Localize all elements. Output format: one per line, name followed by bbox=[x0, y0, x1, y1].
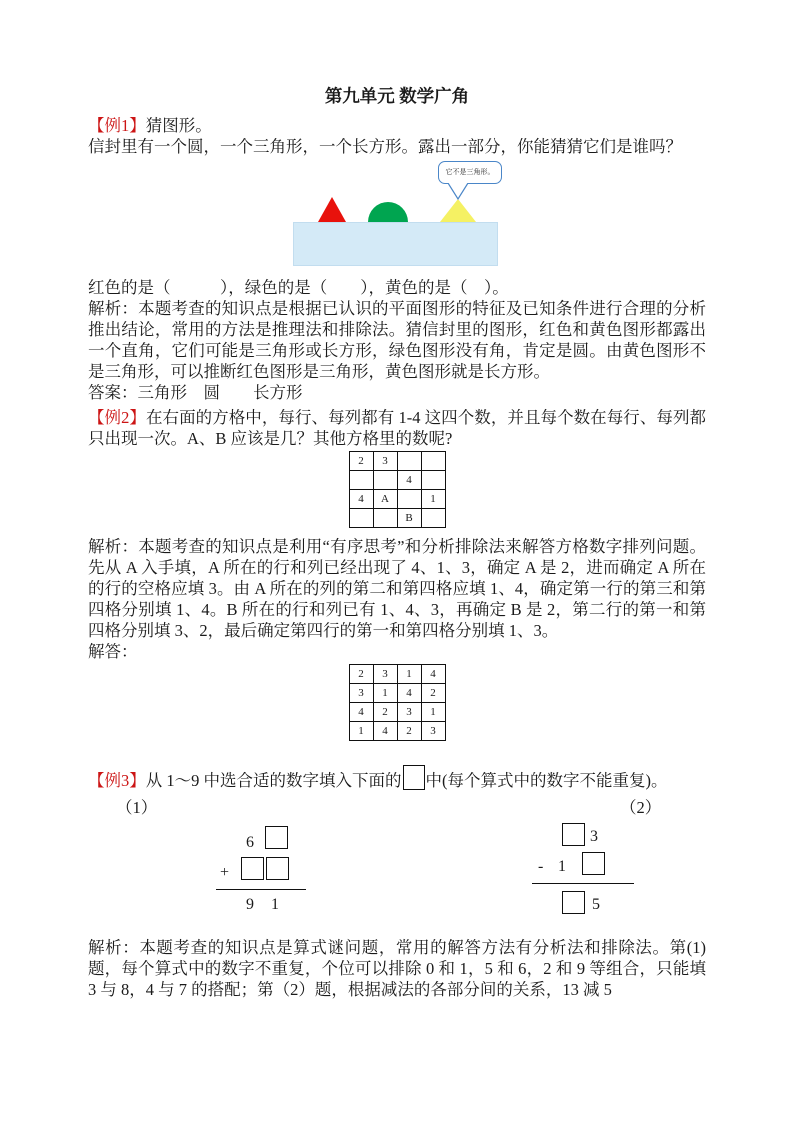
example3-question-prefix: 从 1～9 中选合适的数字填入下面的 bbox=[145, 771, 402, 790]
example1-analysis bbox=[88, 298, 706, 382]
example2-analysis bbox=[88, 536, 706, 641]
subtraction-rule-line bbox=[532, 883, 634, 884]
blank-box-icon bbox=[582, 852, 605, 875]
blank-box-icon bbox=[265, 826, 288, 849]
speech-bubble-tail-icon bbox=[446, 183, 472, 201]
analysis-text: 本题考查的知识点是算式谜问题，常用的解答方法有分析法和排除法。第(1)题，每个算式中的数字不重复，个位可以排除 0 和 1，5 和 6，2 和 9 等组合，只能填 3 与 8，4 与 7 的搭配；第（2）题，根据减法的各部分间的关系，13 减 5 bbox=[88, 938, 706, 999]
subtrahend-tens-digit: 1 bbox=[558, 858, 566, 875]
answer-text: 三角形 圆 长方形 bbox=[137, 383, 303, 402]
analysis-label: 解析： bbox=[88, 537, 139, 556]
grid-cell bbox=[397, 490, 421, 509]
page-title: 第九单元 数学广角 bbox=[324, 86, 470, 106]
grid-cell: 3 bbox=[373, 452, 397, 471]
item1-label: （1） bbox=[116, 798, 158, 817]
solution-grid bbox=[349, 664, 446, 741]
grid-cell: 1 bbox=[421, 490, 445, 509]
example1-figure bbox=[88, 159, 706, 265]
example1-heading bbox=[88, 115, 706, 136]
grid-cell: 3 bbox=[421, 722, 445, 741]
blank-box-icon bbox=[266, 857, 289, 880]
analysis-text: 本题考查的知识点是利用“有序思考”和分析排除法来解答方格数字排列问题。先从 A 入手填，A 所在的行和列已经出现了 4、1、3，确定 A 是 2，进而确定 A 所在的行的空格应填 3。由 A 所在的列的第二和第四格应填 1、4，确定第一行的第三和第四格分别填 1、4。B 所在的行和列已有 1、4、3，再确定 B 是 2，第二行的第一和第四格分别填 3、2，最后确定第四行的第一和第四格分别填 1、3。 bbox=[88, 537, 706, 640]
blank-box-icon bbox=[562, 891, 585, 914]
grid-cell bbox=[373, 509, 397, 528]
addition-rule-line bbox=[216, 889, 306, 890]
grid-cell: 4 bbox=[349, 703, 373, 722]
grid-cell: 3 bbox=[349, 684, 373, 703]
item2-label: （2） bbox=[620, 798, 662, 817]
puzzle-grid bbox=[349, 451, 446, 528]
example1-answer bbox=[88, 382, 706, 403]
grid-cell: 2 bbox=[397, 722, 421, 741]
grid-cell: 2 bbox=[421, 684, 445, 703]
grid-cell: A bbox=[373, 490, 397, 509]
grid-cell: 2 bbox=[373, 703, 397, 722]
example2-question bbox=[88, 407, 706, 449]
grid-cell: 4 bbox=[421, 665, 445, 684]
grid-cell bbox=[397, 452, 421, 471]
example3-question bbox=[88, 765, 706, 791]
grid-cell bbox=[421, 452, 445, 471]
speech-bubble: 它不是三角形。 bbox=[438, 161, 502, 184]
example2-puzzle-grid-wrap bbox=[88, 451, 706, 528]
example3-analysis bbox=[88, 937, 706, 1000]
grid-cell: 4 bbox=[397, 471, 421, 490]
grid-cell: 1 bbox=[397, 665, 421, 684]
example2-question-text: 在右面的方格中，每行、每列都有 1-4 这四个数，并且每个数在每行、每列都只出现一次。A、B 应该是几？其他方格里的数呢? bbox=[88, 408, 706, 448]
grid-cell: 1 bbox=[421, 703, 445, 722]
example3-figure bbox=[88, 823, 706, 923]
sum-ones-digit: 1 bbox=[271, 896, 279, 913]
example2-solution-label: 解答： bbox=[88, 642, 138, 661]
grid-cell bbox=[349, 471, 373, 490]
example1-question: 信封里有一个圆，一个三角形，一个长方形。露出一部分，你能猜猜它们是谁吗？ bbox=[88, 137, 682, 156]
grid-cell: 3 bbox=[397, 703, 421, 722]
grid-cell: B bbox=[397, 509, 421, 528]
grid-cell: 4 bbox=[349, 490, 373, 509]
grid-cell: 1 bbox=[349, 722, 373, 741]
yellow-shape bbox=[440, 199, 476, 222]
addend-tens-digit: 6 bbox=[246, 834, 254, 851]
grid-cell bbox=[373, 471, 397, 490]
subtraction-problem bbox=[538, 823, 658, 923]
grid-cell bbox=[349, 509, 373, 528]
grid-cell: 1 bbox=[373, 684, 397, 703]
sum-tens-digit: 9 bbox=[246, 896, 254, 913]
example1-label: 【例1】 bbox=[88, 116, 146, 135]
blank-box-icon bbox=[241, 857, 264, 880]
example3-label: 【例3】 bbox=[88, 771, 146, 790]
envelope-rectangle bbox=[293, 222, 498, 266]
example3-item-labels bbox=[88, 797, 706, 819]
plus-sign: + bbox=[220, 864, 230, 881]
green-circle-shape bbox=[368, 202, 408, 222]
minus-sign: - bbox=[538, 858, 544, 875]
grid-cell: 3 bbox=[373, 665, 397, 684]
example1-blanks-line: 红色的是（ ），绿色的是（ ），黄色的是（ ）。 bbox=[88, 278, 509, 297]
example2-solution-grid-wrap bbox=[88, 664, 706, 741]
analysis-label: 解析： bbox=[88, 938, 140, 957]
answer-label: 答案： bbox=[88, 383, 138, 402]
grid-cell bbox=[421, 509, 445, 528]
difference-ones-digit: 5 bbox=[592, 896, 600, 913]
grid-cell: 2 bbox=[349, 452, 373, 471]
analysis-label: 解析： bbox=[88, 299, 139, 318]
grid-cell: 4 bbox=[397, 684, 421, 703]
grid-cell: 4 bbox=[373, 722, 397, 741]
blank-box-icon bbox=[403, 765, 425, 790]
blank-box-icon bbox=[562, 823, 585, 846]
example2-label: 【例2】 bbox=[88, 408, 146, 427]
grid-cell bbox=[421, 471, 445, 490]
example3-question-suffix: 中(每个算式中的数字不能重复)。 bbox=[425, 771, 668, 790]
minuend-ones-digit: 3 bbox=[590, 828, 598, 845]
addition-problem bbox=[208, 823, 328, 923]
grid-cell: 2 bbox=[349, 665, 373, 684]
example1-heading-text: 猜图形。 bbox=[145, 116, 212, 135]
red-triangle-shape bbox=[318, 197, 346, 222]
analysis-text: 本题考查的知识点是根据已认识的平面图形的特征及已知条件进行合理的分析推出结论，常用的方法是推理法和排除法。猜信封里的图形，红色和黄色图形都露出一个直角，它们可能是三角形或长方形，绿色图形没有角，肯定是圆。由黄色图形不是三角形，可以推断红色图形是三角形，黄色图形就是长方形。 bbox=[88, 299, 706, 381]
